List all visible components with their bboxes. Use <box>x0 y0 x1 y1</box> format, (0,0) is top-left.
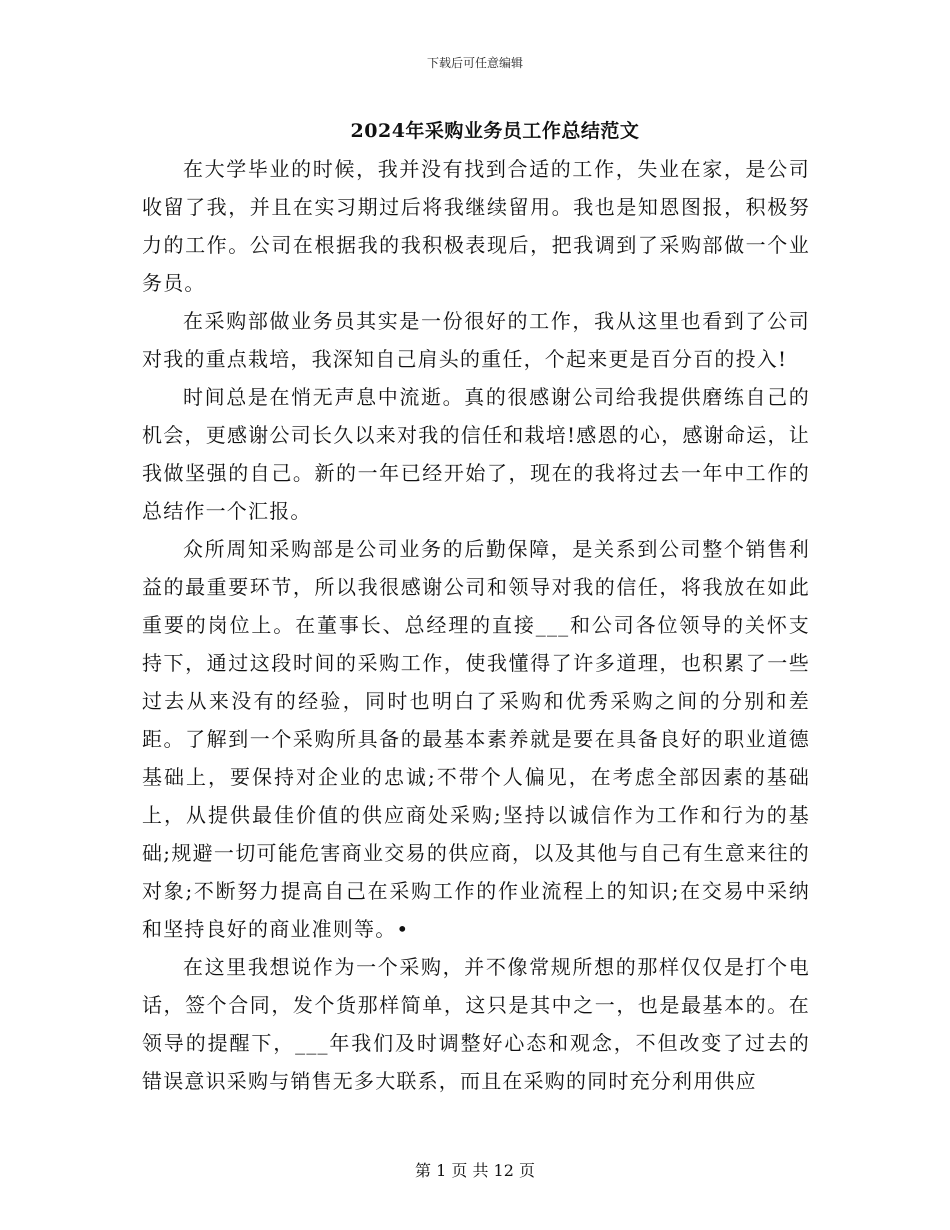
page-number: 第 1 页 共 12 页 <box>415 1161 535 1180</box>
header-note: 下载后可任意编辑 <box>426 56 523 70</box>
paragraph: 在这里我想说作为一个采购，并不像常规所想的那样仅仅是打个电话，签个合同，发个货那样简单，这只是其中之一，也是最基本的。在领导的提醒下，___年我们及时调整好心态和观念，不但改变了过去的错误意识采购与销售无多大联系，而且在采购的同时充分利用供应 <box>142 955 810 1093</box>
paragraph: 在采购部做业务员其实是一份很好的工作，我从这里也看到了公司对我的重点栽培，我深知自己肩头的重任，个起来更是百分百的投入! <box>142 309 810 371</box>
paragraph: 众所周知采购部是公司业务的后勤保障，是关系到公司整个销售利益的最重要环节，所以我很感谢公司和领导对我的信任，将我放在如此重要的岗位上。在董事长、总经理的直接___和公司各位领导的关怀支持下，通过这段时间的采购工作，使我懂得了许多道理，也积累了一些过去从来没有的经验，同时也明白了采购和优秀采购之间的分别和差距。了解到一个采购所具备的最基本素养就是要在具备良好的职业道德基础上，要保持对企业的忠诚;不带个人偏见，在考虑全部因素的基础上，从提供最佳价值的供应商处采购;坚持以诚信作为工作和行为的基础;规避一切可能危害商业交易的供应商，以及其他与自己有生意来往的对象;不断努力提高自己在采购工作的作业流程上的知识;在交易中采纳和坚持良好的商业准则等。• <box>142 537 810 941</box>
document-title: 2024年采购业务员工作总结范文 <box>350 120 640 142</box>
document-body <box>142 150 810 1100</box>
paragraph: 时间总是在悄无声息中流逝。真的很感谢公司给我提供磨练自己的机会，更感谢公司长久以来对我的信任和栽培!感恩的心，感谢命运，让我做坚强的自己。新的一年已经开始了，现在的我将过去一年中工作的总结作一个汇报。 <box>142 385 810 523</box>
paragraph: 在大学毕业的时候，我并没有找到合适的工作，失业在家，是公司收留了我，并且在实习期过后将我继续留用。我也是知恩图报，积极努力的工作。公司在根据我的我积极表现后，把我调到了采购部做一个业务员。 <box>142 157 810 295</box>
